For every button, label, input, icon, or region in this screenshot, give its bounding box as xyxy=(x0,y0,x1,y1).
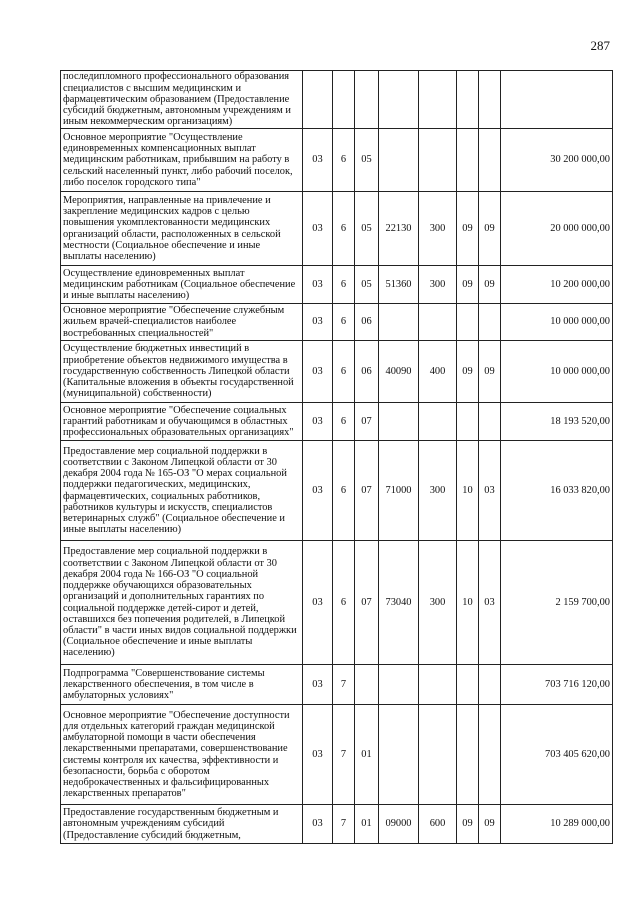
table-row xyxy=(61,71,613,129)
code-subprogram: 6 xyxy=(333,341,355,403)
code-activity: 01 xyxy=(355,705,379,805)
code-subprogram xyxy=(333,71,355,129)
code-direction xyxy=(379,304,419,341)
code-section xyxy=(457,129,479,192)
code-program: 03 xyxy=(303,541,333,665)
code-program: 03 xyxy=(303,441,333,541)
code-section xyxy=(457,304,479,341)
amount: 703 405 620,00 xyxy=(501,705,613,805)
code-program: 03 xyxy=(303,129,333,192)
amount: 703 716 120,00 xyxy=(501,665,613,705)
table-row xyxy=(61,129,613,192)
amount: 30 200 000,00 xyxy=(501,129,613,192)
code-expense-type: 300 xyxy=(419,441,457,541)
row-name: Подпрограмма "Совершенствование системы лекарственного обеспечения, в том числе в амбулаторных условиях" xyxy=(61,665,303,705)
code-expense-type xyxy=(419,304,457,341)
code-subsection xyxy=(479,665,501,705)
code-subprogram: 6 xyxy=(333,129,355,192)
row-name: Мероприятия, направленные на привлечение и закрепление медицинских кадров с целью повышения укомплектованности медицинских организаций области, расположенных в сельской местности (Социальное обеспечение и иные выплаты населению) xyxy=(61,192,303,266)
row-name: Предоставление государственным бюджетным и автономным учреждениям субсидий (Предоставление субсидий бюджетным, xyxy=(61,805,303,844)
amount: 10 000 000,00 xyxy=(501,341,613,403)
code-section xyxy=(457,705,479,805)
amount: 2 159 700,00 xyxy=(501,541,613,665)
row-name: последипломного профессионального образования специалистов с высшим медицинским и фармацевтическим образованием (Предоставление субсидий бюджетным, автономным учреждениям и иным некоммерческим организациям) xyxy=(61,71,303,129)
code-subsection: 09 xyxy=(479,192,501,266)
code-activity: 07 xyxy=(355,541,379,665)
code-section: 10 xyxy=(457,541,479,665)
row-name: Основное мероприятие "Обеспечение доступности для отдельных категорий граждан медицинской амбулаторной помощи в части обеспечения лекарственными препаратами, совершенствование системы контроля их качества, эффективности и безопасности, борьба с оборотом недоброкачественных и фальсифицированных лекарственных препаратов" xyxy=(61,705,303,805)
code-subprogram: 6 xyxy=(333,304,355,341)
code-activity: 05 xyxy=(355,266,379,304)
code-direction: 71000 xyxy=(379,441,419,541)
code-direction xyxy=(379,665,419,705)
code-section: 10 xyxy=(457,441,479,541)
code-expense-type xyxy=(419,129,457,192)
code-direction: 73040 xyxy=(379,541,419,665)
row-name: Основное мероприятие "Обеспечение служебным жильем врачей-специалистов наиболее востребованных специальностей" xyxy=(61,304,303,341)
code-subsection: 09 xyxy=(479,341,501,403)
code-subprogram: 7 xyxy=(333,665,355,705)
code-subsection: 03 xyxy=(479,541,501,665)
code-activity: 06 xyxy=(355,341,379,403)
table-row xyxy=(61,805,613,844)
code-expense-type: 600 xyxy=(419,805,457,844)
table-row xyxy=(61,192,613,266)
row-name: Основное мероприятие "Осуществление единовременных компенсационных выплат медицинским работникам, прибывшим на работу в сельский населенный пункт, либо рабочий поселок, либо поселок городского типа" xyxy=(61,129,303,192)
code-program: 03 xyxy=(303,192,333,266)
code-program: 03 xyxy=(303,665,333,705)
code-expense-type xyxy=(419,705,457,805)
code-direction: 40090 xyxy=(379,341,419,403)
code-subsection: 09 xyxy=(479,266,501,304)
code-activity: 01 xyxy=(355,805,379,844)
row-name: Предоставление мер социальной поддержки в соответствии с Законом Липецкой области от 30 декабря 2004 года № 165-ОЗ "О мерах социальной поддержки педагогических, медицинских, фармацевтических, социальных работников, работников культуры и искусств, специалистов ветеринарных служб" (Социальное обеспечение и иные выплаты населению) xyxy=(61,441,303,541)
table-row xyxy=(61,304,613,341)
code-expense-type xyxy=(419,71,457,129)
page-number: 287 xyxy=(590,38,610,53)
code-subprogram: 6 xyxy=(333,441,355,541)
code-subsection xyxy=(479,129,501,192)
code-activity xyxy=(355,71,379,129)
code-section xyxy=(457,403,479,441)
code-activity: 07 xyxy=(355,441,379,541)
table-row xyxy=(61,266,613,304)
code-subprogram: 6 xyxy=(333,403,355,441)
code-direction xyxy=(379,705,419,805)
code-section: 09 xyxy=(457,805,479,844)
amount: 10 200 000,00 xyxy=(501,266,613,304)
code-program: 03 xyxy=(303,403,333,441)
code-section: 09 xyxy=(457,192,479,266)
code-direction xyxy=(379,403,419,441)
code-direction: 51360 xyxy=(379,266,419,304)
amount: 18 193 520,00 xyxy=(501,403,613,441)
code-direction: 09000 xyxy=(379,805,419,844)
row-name: Осуществление бюджетных инвестиций в приобретение объектов недвижимого имущества в государственную собственность Липецкой области (Капитальные вложения в объекты государственной (муниципальной) собственности) xyxy=(61,341,303,403)
code-subsection xyxy=(479,403,501,441)
code-activity: 05 xyxy=(355,129,379,192)
table-row xyxy=(61,705,613,805)
row-name: Предоставление мер социальной поддержки в соответствии с Законом Липецкой области от 30 декабря 2004 года № 166-ОЗ "О социальной поддержке обучающихся образовательных организаций и дополнительных гарантиях по социальной поддержке детей-сирот и детей, оставшихся без попечения родителей, в Липецкой области" в части иных видов социальной поддержки (Социальное обеспечение и иные выплаты населению) xyxy=(61,541,303,665)
code-program: 03 xyxy=(303,304,333,341)
code-expense-type xyxy=(419,665,457,705)
code-section: 09 xyxy=(457,266,479,304)
code-activity: 07 xyxy=(355,403,379,441)
code-subsection xyxy=(479,705,501,805)
code-subsection: 03 xyxy=(479,441,501,541)
amount: 10 289 000,00 xyxy=(501,805,613,844)
table-row xyxy=(61,441,613,541)
code-activity: 05 xyxy=(355,192,379,266)
amount: 10 000 000,00 xyxy=(501,304,613,341)
code-subprogram: 6 xyxy=(333,541,355,665)
code-subsection xyxy=(479,71,501,129)
amount xyxy=(501,71,613,129)
code-activity: 06 xyxy=(355,304,379,341)
code-program: 03 xyxy=(303,805,333,844)
code-activity xyxy=(355,665,379,705)
code-section xyxy=(457,71,479,129)
table-row xyxy=(61,341,613,403)
code-expense-type: 300 xyxy=(419,192,457,266)
code-subprogram: 6 xyxy=(333,266,355,304)
code-program xyxy=(303,71,333,129)
budget-table xyxy=(60,70,613,844)
code-section: 09 xyxy=(457,341,479,403)
code-section xyxy=(457,665,479,705)
code-program: 03 xyxy=(303,341,333,403)
code-direction: 22130 xyxy=(379,192,419,266)
code-program: 03 xyxy=(303,705,333,805)
code-subprogram: 6 xyxy=(333,192,355,266)
table-row xyxy=(61,403,613,441)
code-subprogram: 7 xyxy=(333,705,355,805)
code-direction xyxy=(379,129,419,192)
code-subprogram: 7 xyxy=(333,805,355,844)
amount: 16 033 820,00 xyxy=(501,441,613,541)
code-expense-type: 400 xyxy=(419,341,457,403)
row-name: Основное мероприятие "Обеспечение социальных гарантий работникам и обучающимся в областных профессиональных образовательных организациях" xyxy=(61,403,303,441)
table-row xyxy=(61,665,613,705)
code-expense-type xyxy=(419,403,457,441)
code-direction xyxy=(379,71,419,129)
table-row xyxy=(61,541,613,665)
amount: 20 000 000,00 xyxy=(501,192,613,266)
code-subsection xyxy=(479,304,501,341)
code-program: 03 xyxy=(303,266,333,304)
code-expense-type: 300 xyxy=(419,541,457,665)
row-name: Осуществление единовременных выплат медицинским работникам (Социальное обеспечение и иные выплаты населению) xyxy=(61,266,303,304)
code-expense-type: 300 xyxy=(419,266,457,304)
code-subsection: 09 xyxy=(479,805,501,844)
